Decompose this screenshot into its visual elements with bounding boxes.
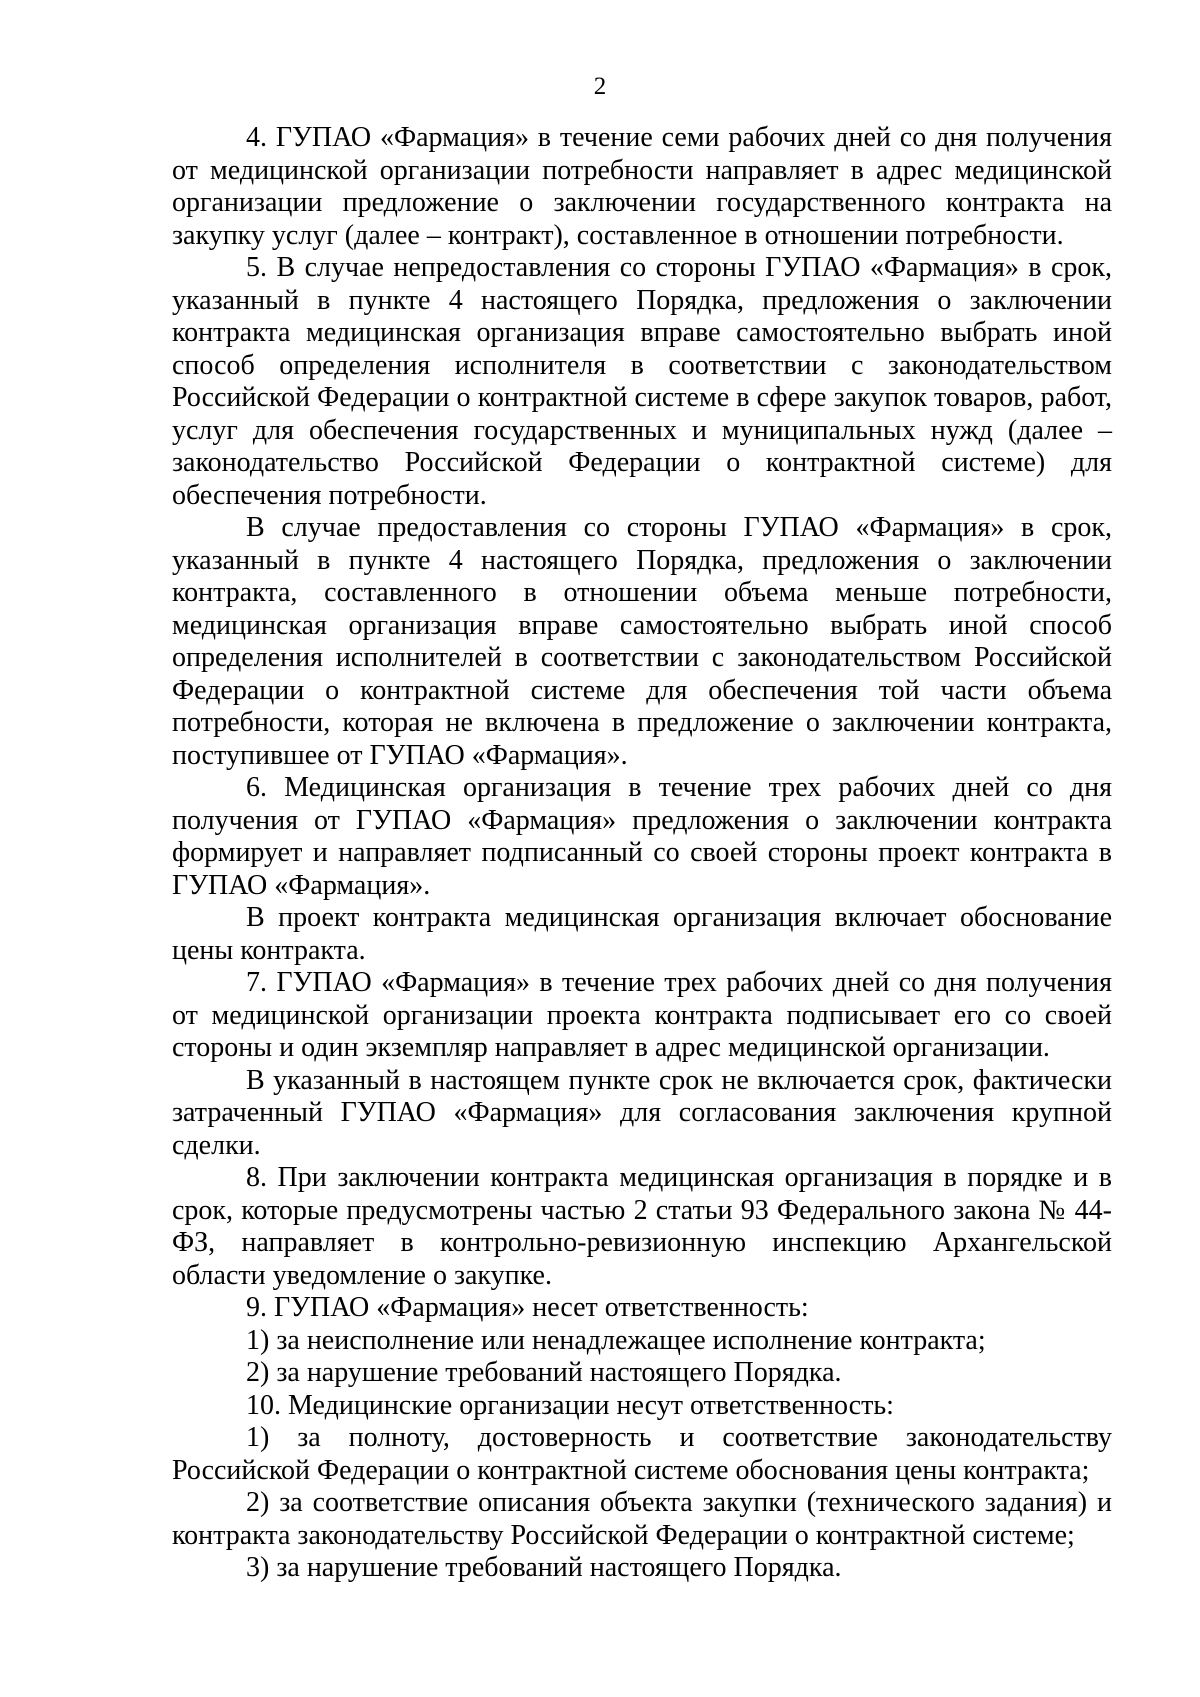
document-body — [172, 122, 1112, 1585]
paragraph-item-5-part-2: В случае предоставления со стороны ГУПАО «Фармация» в срок, указанный в пункте 4 настоящего Порядка, предложения о заключении контракта, составленного в отношении объема меньше потребности, медицинская организация вправе самостоятельно выбрать иной способ определения исполнителей в соответствии с законодательством Российской Федерации о контрактной системе для обеспечения той части объема потребности, которая не включена в предложение о заключении контракта, поступившее от ГУПАО «Фармация». — [172, 512, 1112, 771]
paragraph-item-9-sub-2: 2) за нарушение требований настоящего Порядка. — [246, 1357, 842, 1388]
paragraph-item-9: 9. ГУПАО «Фармация» несет ответственность: — [246, 1292, 809, 1323]
paragraph-item-6-part-2: В проект контракта медицинская организация включает обоснование цены контракта. — [172, 902, 1112, 966]
page-number: 2 — [593, 73, 607, 100]
paragraph-item-8: 8. При заключении контракта медицинская организация в порядке и в срок, которые предусмотрены частью 2 статьи 93 Федерального закона № 44-ФЗ, направляет в контрольно-ревизионную инспекцию Архангельской области уведомление о закупке. — [172, 1162, 1112, 1291]
paragraph-item-10: 10. Медицинские организации несут ответственность: — [246, 1389, 894, 1421]
paragraph-item-7-part-2: В указанный в настоящем пункте срок не включается срок, фактически затраченный ГУПАО «Фармация» для согласования заключения крупной сделки. — [172, 1064, 1112, 1161]
paragraph-item-10-sub-3: 3) за нарушение требований настоящего Порядка. — [246, 1552, 842, 1583]
paragraph-item-9-sub-1: 1) за неисполнение или ненадлежащее исполнение контракта; — [246, 1324, 986, 1356]
paragraph-item-10-sub-1: 1) за полноту, достоверность и соответствие законодательству Российской Федерации о контрактной системе обоснования цены контракта; — [172, 1422, 1112, 1486]
paragraph-item-7: 7. ГУПАО «Фармация» в течение трех рабочих дней со дня получения от медицинской организации проекта контракта подписывает его со своей стороны и один экземпляр направляет в адрес медицинской организации. — [172, 967, 1112, 1063]
paragraph-item-4: 4. ГУПАО «Фармация» в течение семи рабочих дней со дня получения от медицинской организации потребности направляет в адрес медицинской организации предложение о заключении государственного контракта на закупку услуг (далее – контракт), составленное в отношении потребности. — [172, 122, 1112, 251]
paragraph-item-5: 5. В случае непредоставления со стороны ГУПАО «Фармация» в срок, указанный в пункте 4 настоящего Порядка, предложения о заключении контракта медицинская организация вправе самостоятельно выбрать иной способ определения исполнителя в соответствии с законодательством Российской Федерации о контрактной системе в сфере закупок товаров, работ, услуг для обеспечения государственных и муниципальных нужд (далее – законодательство Российской Федерации о контрактной системе) для обеспечения потребности. — [172, 252, 1112, 511]
paragraph-item-6: 6. Медицинская организация в течение трех рабочих дней со дня получения от ГУПАО «Фармация» предложения о заключении контракта формирует и направляет подписанный со своей стороны проект контракта в ГУПАО «Фармация». — [172, 772, 1112, 901]
paragraph-item-10-sub-2: 2) за соответствие описания объекта закупки (технического задания) и контракта законодательству Российской Федерации о контрактной системе; — [172, 1487, 1112, 1551]
